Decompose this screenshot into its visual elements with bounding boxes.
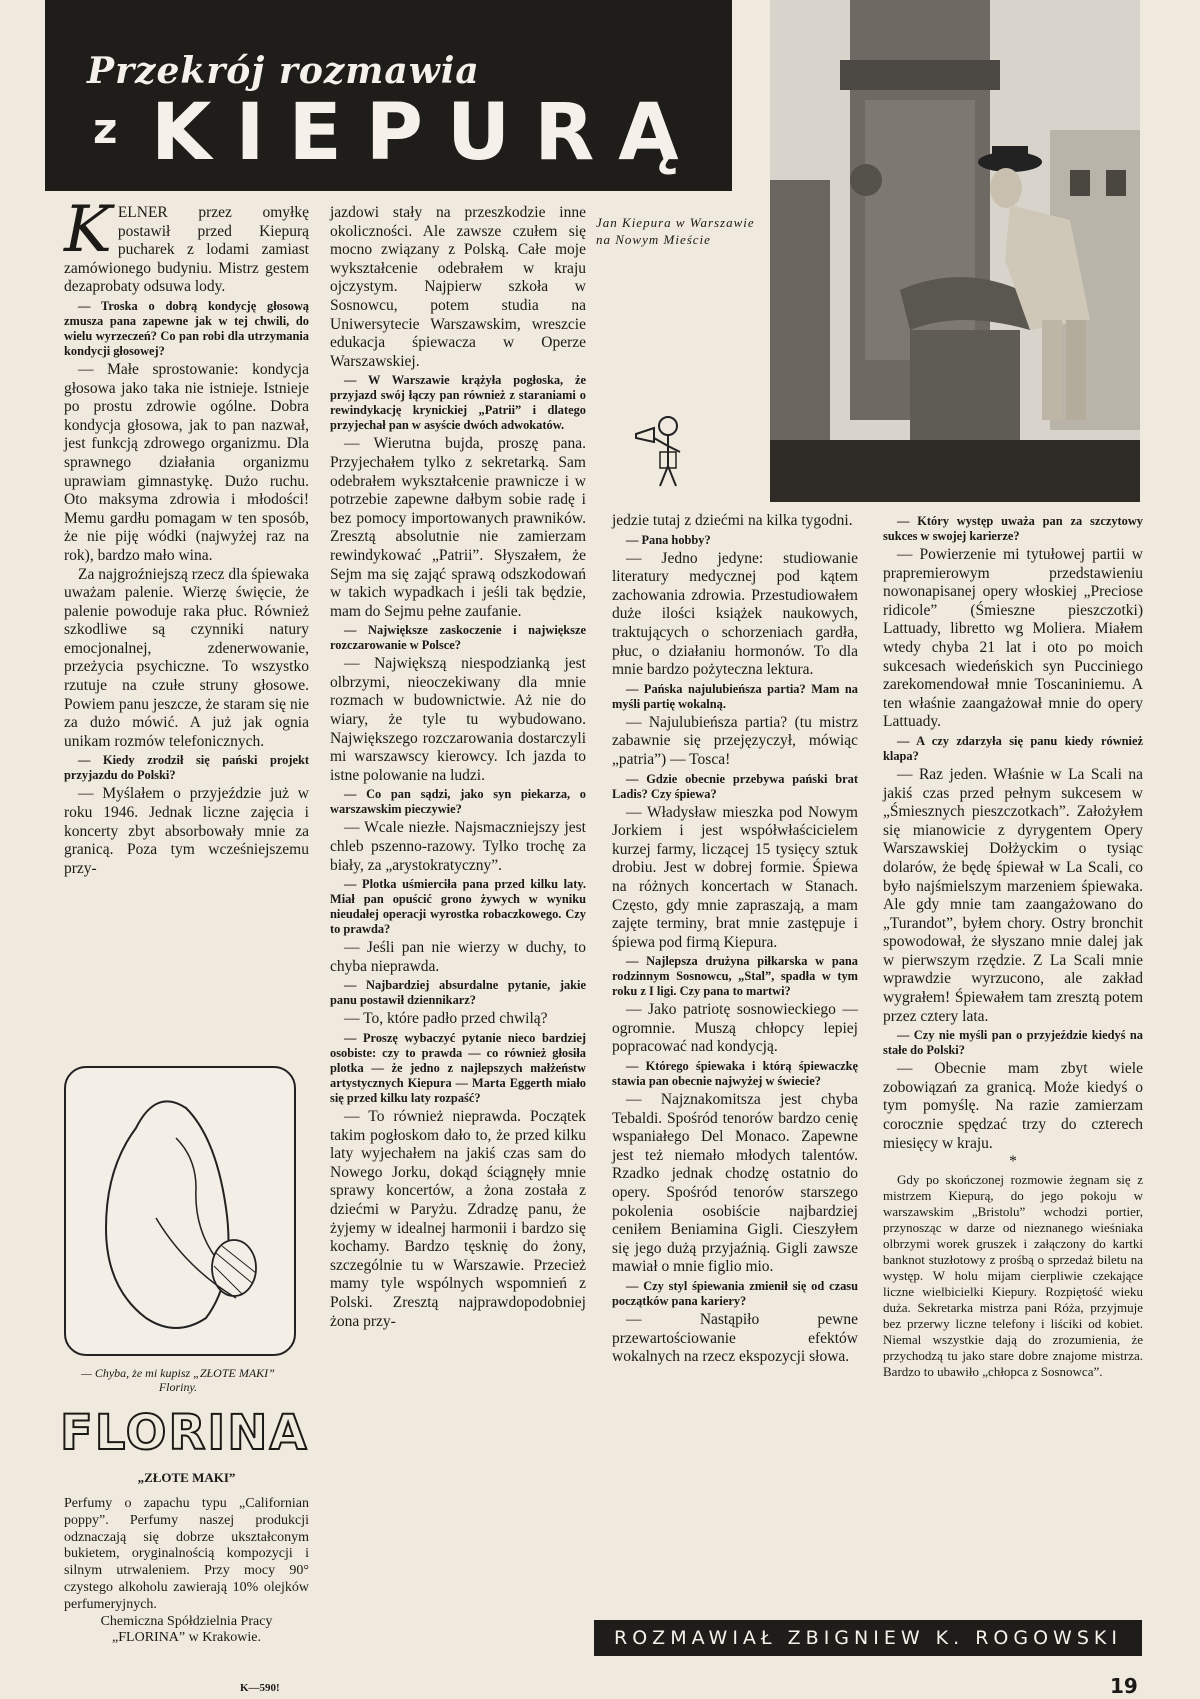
ad-body	[64, 1496, 309, 1647]
drop-cap: K	[64, 193, 112, 267]
interview-answer: — Wierutna bujda, proszę pana. Przyjechałem tylko z sekretarką. Sam odebrałem wykształcenie prawnicze i w potrzebie zapewne dałbym sobie radę i bez pomocy importowanych prawników. Zresztą absolutnie nie zamierzam rewindykować „Patrii”. Słyszałem, że Sejm ma się zająć sprawą odszkodowań w takich wypadkach i jeśli tak będzie, mam do Sejmu pełne zaufanie.	[330, 435, 586, 620]
section-separator: *	[1009, 1153, 1017, 1171]
article-column-2	[330, 204, 586, 1331]
interview-answer: — Władysław mieszka pod Nowym Jorkiem i jest współwłaścicielem kurzej farmy, liczącej 15 tysięcy sztuk drobiu. Jest w dobrej formie. Śpiewa na różnych koncertach w Stanach. Często, gdy mnie zapraszają, a mam zajęte terminy, brat mnie zastępuje i śpiewa pod firmą Kiepura.	[612, 803, 858, 951]
interview-question: — Pańska najulubieńsza partia? Mam na myśli partię wokalną.	[612, 681, 858, 711]
interview-question: — Najbardziej absurdalne pytanie, jakie panu postawił dziennikarz?	[330, 978, 586, 1008]
interview-question: — Czy nie myśli pan o przyjeździe kiedyś na stałe do Polski?	[883, 1028, 1143, 1058]
interview-answer: jazdowi stały na przeszkodzie inne okoliczności. Ale zawsze czułem się mocno związany z Polską. Całe moje wykształcenie odebrałem w kraju ojczystym. Najpierw szkoła w Sosnowcu, potem studia na Uniwersytecie Warszawskim, wreszcie edukacja śpiewacza w Operze Warszawskiej.	[330, 204, 586, 370]
photo-illustration	[770, 0, 1140, 502]
interview-question: — Proszę wybaczyć pytanie nieco bardziej osobiste: czy to prawda — co również głosiła plotka — że jedno z najlepszych małżeństw artystycznych Kiepura — Marta Eggerth miało się przed kilku laty rozpaść?	[330, 1031, 586, 1105]
article-column-1	[64, 193, 309, 878]
header-name: KIEPURĄ	[151, 88, 703, 178]
interview-answer: — Wcale niezłe. Najsmaczniejszy jest chleb pszenno-razowy. Tylko trochę za biały, za „arystokratyczny”.	[330, 819, 586, 874]
interview-answer: — Małe sprostowanie: kondycja głosowa jako taka nie istnieje. Istnieje po prostu zdrowie ogólne. Dobra kondycja głosowa, jak to pan nazwał, jest funkcją zdrowego organizmu. Dla sprawnego działania organizmu uprawiam gimnastykę. Dużo ruchu. Oto maksyma zdrowia i młodości! Memu gardłu pomagam w ten sposób, że nie piję wódki (najwyżej raz na rok), bardzo mało wina.	[64, 360, 309, 564]
photo-kiepura	[770, 0, 1140, 502]
header-z: z	[93, 104, 118, 153]
interview-answer: — Myślałem o przyjeździe już w roku 1946. Jednak liczne zajęcia i koncerty zbyt absorbowały mnie za granicą. Poza tym wcześniejszemu przy-	[64, 785, 309, 877]
interview-answer: — Najznakomitsza jest chyba Tebaldi. Spośród tenorów bardzo cenię wspaniałego Del Monaco. Zapewne jest też niemało młodych talentów. Rzadko jednak chodzę ostatnio do opery. Spośród tenorów starszego pokolenia osobiście najbardziej ceniłem Beniamina Gigli. Cieszyłem się jego dużą przyjaźnią. Gigli zawsze mawiał o mnie figlio mio.	[612, 1091, 858, 1276]
ad-sketch-icon	[66, 1068, 294, 1354]
interview-question: — Który występ uważa pan za szczytowy sukces w swojej karierze?	[883, 514, 1143, 543]
interview-answer: — To, które padło przed chwilą?	[344, 1010, 548, 1028]
interview-question: — Pana hobby?	[626, 532, 711, 547]
interview-answer: — To również nieprawda. Początek takim pogłoskom dało to, że przed kilku laty wyjechałem na jakiś czas sam do Nowego Jorku, dokąd ściągnęły mnie sprawy koncertów, a żona została z dziećmi w Paryżu. Zdradzę panu, że żyjemy w idealnej harmonii i bardzo się kochamy. Bardzo tęsknię do żony, szczególnie tu w Warszawie. Przecież mamy tyle wspólnych wspomnień z Polski. Zresztą najprawdopodobniej żona przy-	[330, 1108, 586, 1330]
interview-question: — Największe zaskoczenie i największe rozczarowanie w Polsce?	[330, 623, 586, 653]
article-column-4	[883, 512, 1143, 1380]
interview-answer: — Najulubieńsza partia? (tu mistrz zabawnie się przejęzyczył, mówiąc „patria”) — Tosca!	[612, 713, 858, 768]
interview-question: — Którego śpiewaka i którą śpiewaczkę stawia pan obecnie najwyżej w świecie?	[612, 1059, 858, 1089]
interview-question: — Czy styl śpiewania zmienił się od czasu początków pana kariery?	[612, 1279, 858, 1308]
interview-question: — W Warszawie krążyła pogłoska, że przyjazd swój łączy pan również z staraniami o rewindykację krynickiej „Patrii” i dlatego przyjechał pan w asyście dwóch adwokatów.	[330, 373, 586, 433]
interview-answer: jedzie tutaj z dziećmi na kilka tygodni.	[612, 512, 853, 529]
closing-note: Gdy po skończonej rozmowie żegnam się z mistrzem Kiepurą, do jego pokoju w warszawskim „Bristolu” wchodzi portier, przynosząc w darze od nieznanego wieśniaka olbrzymi worek gruszek i załączony do kartki banknot stuzłotowy z prośbą o sprzedaż biletu na występ. W holu mijam cierpliwie czekające liczne wielbicielki Kiepury. Rozpiętość wieku duża. Sekretarka mistrza pani Róża, przyjmuje bez przerwy liczne telefony i liściki od kobiet. Niemal wszystkie dają do zrozumienia, że przychodzą tu jako stare dobre znajome mistrza. Bardzo to ubawiło „chłopca z Sosnowca”.	[883, 1171, 1143, 1379]
interview-answer: — Nastąpiło pewne przewartościowanie efektów wokalnych na rzecz ekspozycji słowa.	[612, 1311, 858, 1366]
interview-answer: — Jeśli pan nie wierzy w duchy, to chyba nieprawda.	[330, 939, 586, 975]
interview-answer: — Jedno jedyne: studiowanie literatury medycznej pod kątem zachowania zdrowia. Przestudiowałem duże ilości książek naukowych, traktujących o schorzeniach gardła, płuc, o działaniu hormonów. To dla mnie bardzo pożyteczna lektura.	[612, 549, 858, 679]
ad-product-name: „ZŁOTE MAKI”	[137, 1470, 236, 1485]
ad-description: Perfumy o zapachu typu „Californian poppy”. Perfumy naszej produkcji odznaczają się dobrze ukształconym bukietem, oryginalnością kompozycji i silnym utrwaleniem. Przy mocy 90° czystego alkoholu zawierają 10% olejków perfumeryjnych.	[64, 1496, 309, 1612]
interview-question: — Co pan sądzi, jako syn piekarza, o warszawskim pieczywie?	[330, 787, 586, 817]
interview-question: — Plotka uśmierciła pana przed kilku laty. Miał pan opuścić grono żywych w wyniku nieudałej operacji wyrostka robaczkowego. Czy to prawda?	[330, 877, 586, 937]
interview-question: — A czy zdarzyła się panu kiedy również klapa?	[883, 733, 1143, 763]
interview-answer: KELNER przez omyłkę postawił przed Kiepurą pucharek z lodami zamiast zamówionego budyniu. Mistrz gestem dezaprobaty odsuwa lody.	[64, 193, 309, 296]
ad-caption: — Chyba, że mi kupisz „ZŁOTE MAKI” Floriny.	[81, 1366, 275, 1394]
header-banner	[45, 0, 732, 191]
ad-brand-logo: FLORINA	[60, 1405, 309, 1461]
interview-answer: Za najgroźniejszą rzecz dla śpiewaka uważam palenie. Wierzę święcie, że palenie powoduje raka płuc. Również szkodliwe są czynniki natury emocjonalnej, zdenerwowanie, przeżycia psychiczne. To wszystko rzutuje na czułe struny głosowe. Powiem panu jeszcze, że staram się nie za dużo mówić. A już jak ognia unikam rozmów telefonicznych.	[64, 565, 309, 750]
ad-code: K—590!	[240, 1682, 280, 1694]
interview-answer: — Jako patriotę sosnowieckiego — ogromnie. Muszą chłopcy lepiej popracować nad kondycją.	[612, 1001, 858, 1056]
doodle-figure-icon	[628, 412, 694, 496]
interview-answer: — Obecnie mam zbyt wiele zobowiązań za granicą. Może kiedyś o tym pomyślę. Na razie zamierzam corocznie spędzać trzy do czterech miesięcy w kraju.	[883, 1060, 1143, 1152]
interview-answer: — Największą niespodzianką jest olbrzymi, nieoczekiwany dla mnie rozmach w budownictwie. Aż nie do wiary, że tyle tu wybudowano. Największego rozczarowania dostarczyli mi warszawscy kierowcy. Ich jazda to istne polowanie na ludzi.	[330, 655, 586, 784]
interview-question: — Gdzie obecnie przebywa pański brat Ladis? Czy śpiewa?	[612, 771, 858, 801]
author-byline: ROZMAWIAŁ ZBIGNIEW K. ROGOWSKI	[594, 1620, 1142, 1656]
interview-question: — Kiedy zrodził się pański projekt przyjazdu do Polski?	[64, 753, 309, 783]
article-column-3	[612, 512, 858, 1367]
header-line1: Przekrój rozmawia	[87, 50, 480, 92]
interview-question: — Najlepsza drużyna piłkarska w pana rodzinnym Sosnowcu, „Stal”, spadła w tym roku z I ligi. Czy pana to martwi?	[612, 954, 858, 999]
interview-answer: — Raz jeden. Właśnie w La Scali na jakiś czas przed pełnym sukcesem w „Śmiesznych pieszczotkach”. Założyłem się mianowicie z dyrygentem Opery Warszawskiej Dołżyckim o tysiąc dolarów, że będę śpiewał w La Scali, co było najśmielszym marzeniem śpiewaka. Ale gdy mnie tam zaangażowano do „Turandot”, byłem chory. Ostry bronchit spowodował, że słyszano mnie dalej jak w pierwszym rzędzie. Z La Scali mnie wprawdzie wyrzucono, ale zakład wygrałem! Śpiewałem tam zresztą potem przez cztery lata.	[883, 765, 1143, 1025]
ad-maker: Chemiczna Spółdzielnia Pracy „FLORINA” w Krakowie.	[100, 1613, 273, 1646]
interview-answer: — Powierzenie mi tytułowej partii w prapremierowym przedstawieniu nowonapisanej opery włoskiej „Preciose ridicole” (Śmieszne pieszczotki) Lattuady, libretto wg Moliera. Miałem wtedy chyba 21 lat i oto po moich sukcesach wiedeńskich syn Pucciniego zarekomendował mnie Toscaniniemu. A ten właśnie zaangażował mnie do opery Lattuady.	[883, 546, 1143, 731]
photo-caption: Jan Kiepura w Warszawie na Nowym Mieście	[596, 215, 755, 247]
page-number: 19	[1110, 1674, 1138, 1698]
ad-illustration-frame	[64, 1066, 296, 1356]
interview-question: — Troska o dobrą kondycję głosową zmusza pana zapewne jak w tej chwili, do wielu wyrzeczeń? Co pan robi dla utrzymania kondycji głosowej?	[64, 298, 309, 358]
